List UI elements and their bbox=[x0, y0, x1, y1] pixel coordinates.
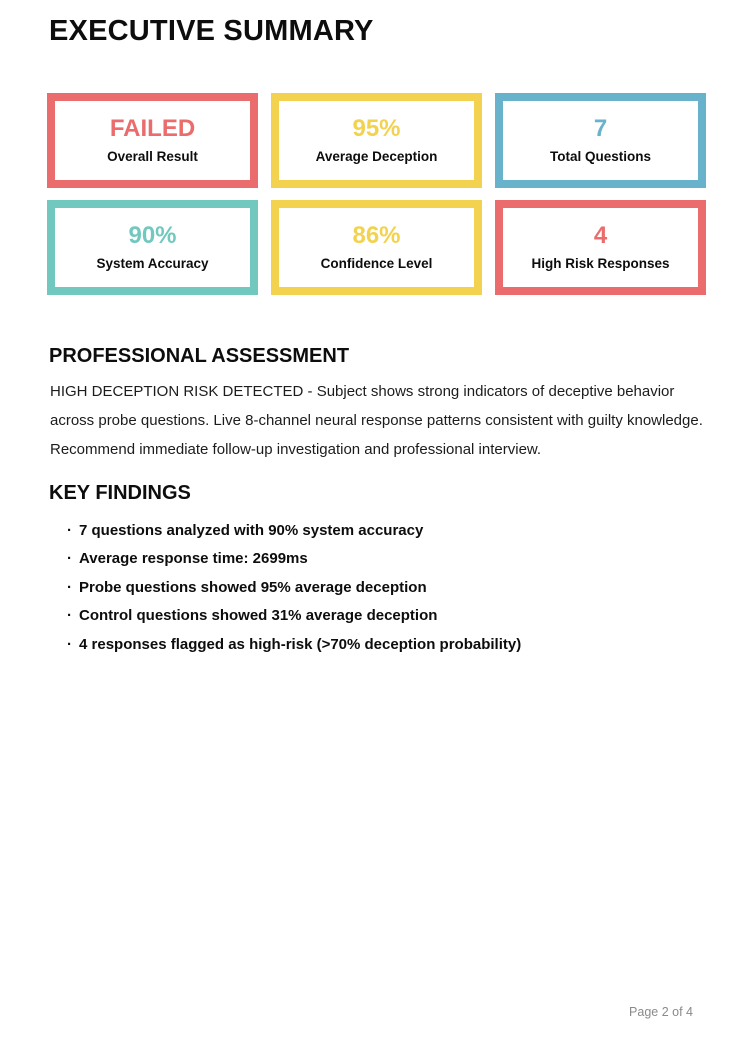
stat-value: FAILED bbox=[109, 115, 196, 143]
stat-value: 4 bbox=[593, 222, 608, 250]
stat-label: Average Deception bbox=[315, 149, 438, 165]
stat-value: 86% bbox=[352, 222, 401, 250]
stat-card-total-questions bbox=[495, 93, 706, 188]
stat-card-overall-result bbox=[47, 93, 258, 188]
stat-card-confidence-level bbox=[271, 200, 482, 295]
finding-item: · Control questions showed 31% average deception bbox=[67, 602, 521, 630]
stat-label: Confidence Level bbox=[320, 256, 433, 272]
finding-item: · 7 questions analyzed with 90% system accuracy bbox=[67, 517, 521, 545]
stat-value: 95% bbox=[352, 115, 401, 143]
stat-card-average-deception bbox=[271, 93, 482, 188]
page-title: EXECUTIVE SUMMARY bbox=[49, 15, 374, 47]
finding-item: · Average response time: 2699ms bbox=[67, 545, 521, 573]
page-number: Page 2 of 4 bbox=[629, 1005, 693, 1019]
stat-card-high-risk-responses bbox=[495, 200, 706, 295]
key-findings-list bbox=[67, 517, 521, 659]
finding-item: · Probe questions showed 95% average deception bbox=[67, 574, 521, 602]
stat-label: High Risk Responses bbox=[531, 256, 670, 272]
stat-label: System Accuracy bbox=[96, 256, 209, 272]
stat-label: Total Questions bbox=[549, 149, 651, 165]
stat-card-system-accuracy bbox=[47, 200, 258, 295]
finding-item: · 4 responses flagged as high-risk (>70% deception probability) bbox=[67, 631, 521, 659]
stat-label: Overall Result bbox=[107, 149, 198, 165]
stat-value: 7 bbox=[593, 115, 608, 143]
key-findings-section-heading: KEY FINDINGS bbox=[49, 482, 191, 504]
assessment-section-heading: PROFESSIONAL ASSESSMENT bbox=[49, 345, 350, 367]
assessment-body-text: HIGH DECEPTION RISK DETECTED - Subject shows strong indicators of deceptive behavior across probe questions. Live 8-channel neural response patterns consistent with guilty knowledge. Recommend immediate follow-up investigation and professional interview. bbox=[50, 383, 703, 458]
stat-value: 90% bbox=[128, 222, 177, 250]
summary-stat-cards bbox=[47, 93, 706, 295]
